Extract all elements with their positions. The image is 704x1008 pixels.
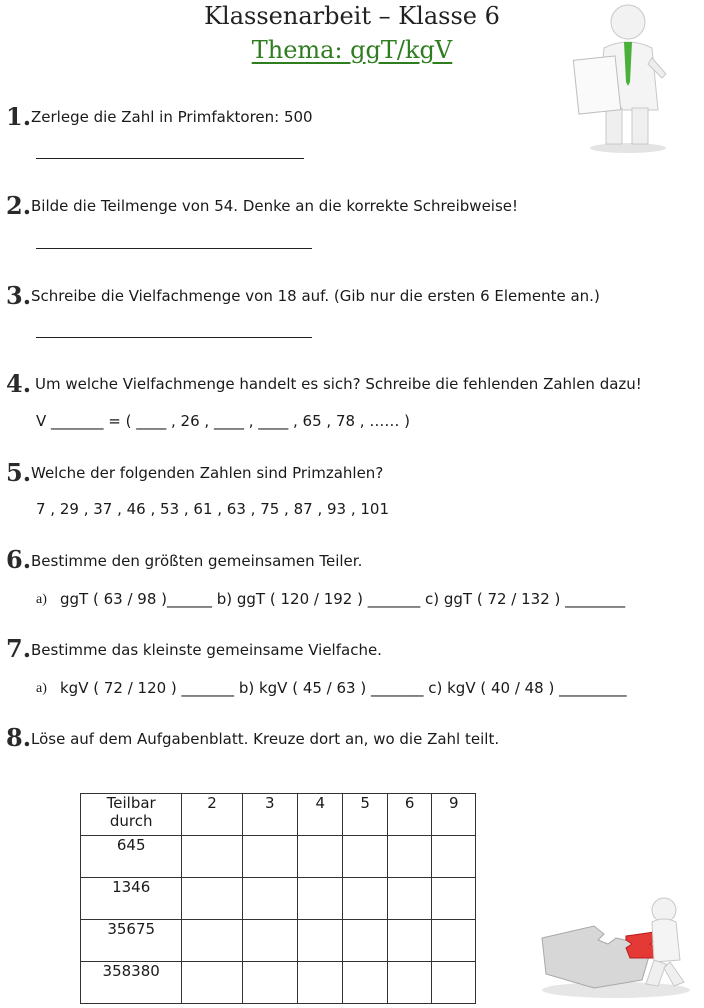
checkbox-cell[interactable] [432, 878, 476, 920]
table-header-row [81, 794, 476, 836]
checkbox-cell[interactable] [343, 836, 388, 878]
table-row-label: 358380 [81, 962, 182, 1004]
question-number: 5. [6, 458, 32, 487]
checkbox-cell[interactable] [387, 920, 432, 962]
question-number: 4. [6, 369, 32, 398]
table-row-label: 35675 [81, 920, 182, 962]
checkbox-cell[interactable] [297, 962, 342, 1004]
answer-line[interactable] [36, 337, 312, 338]
question-text: Um welche Vielfachmenge handelt es sich? Schreibe die fehlenden Zahlen dazu! [35, 375, 642, 393]
checkbox-cell[interactable] [182, 836, 242, 878]
multiples-fill-in[interactable]: V _______ = ( ____ , 26 , ____ , ____ , 65 , 78 , …… ) [36, 412, 410, 430]
question-text: Schreibe die Vielfachmenge von 18 auf. (Gib nur die ersten 6 Elemente an.) [31, 287, 600, 305]
table-row-label: 1346 [81, 878, 182, 920]
table-header-cell: 6 [387, 794, 432, 836]
table-header-cell: 3 [242, 794, 297, 836]
checkbox-cell[interactable] [343, 962, 388, 1004]
subtask-label: a) [36, 592, 47, 607]
question-number: 1. [6, 102, 32, 131]
answer-line[interactable] [36, 248, 312, 249]
question-text: Bestimme den größten gemeinsamen Teiler. [31, 552, 363, 570]
checkbox-cell[interactable] [387, 962, 432, 1004]
question-number: 3. [6, 281, 32, 310]
checkbox-cell[interactable] [182, 962, 242, 1004]
checkbox-cell[interactable] [242, 920, 297, 962]
checkbox-cell[interactable] [343, 878, 388, 920]
checkbox-cell[interactable] [297, 836, 342, 878]
answer-line[interactable] [36, 158, 304, 159]
checkbox-cell[interactable] [432, 962, 476, 1004]
table-row-label: 645 [81, 836, 182, 878]
number-list: 7 , 29 , 37 , 46 , 53 , 61 , 63 , 75 , 87 , 93 , 101 [36, 500, 389, 518]
checkbox-cell[interactable] [343, 920, 388, 962]
subtask-label: a) [36, 681, 47, 696]
question-number: 8. [6, 723, 32, 752]
businessman-holding-paper-icon [566, 0, 686, 155]
question-text: Bestimme das kleinste gemeinsame Vielfache. [31, 641, 382, 659]
checkbox-cell[interactable] [297, 878, 342, 920]
page-title: Klassenarbeit – Klasse 6 [204, 2, 500, 30]
question-text: Welche der folgenden Zahlen sind Primzahlen? [31, 464, 384, 482]
table-row [81, 878, 476, 920]
page-subtitle: Thema: ggT/kgV [251, 36, 453, 64]
question-text: Löse auf dem Aufgabenblatt. Kreuze dort an, wo die Zahl teilt. [31, 730, 500, 748]
question-text: Zerlege die Zahl in Primfaktoren: 500 [31, 108, 313, 126]
checkbox-cell[interactable] [182, 920, 242, 962]
table-row [81, 962, 476, 1004]
question-text: Bilde die Teilmenge von 54. Denke an die korrekte Schreibweise! [31, 197, 519, 215]
table-row [81, 836, 476, 878]
checkbox-cell[interactable] [242, 836, 297, 878]
divisibility-table [80, 793, 476, 1004]
kgv-tasks[interactable]: kgV ( 72 / 120 ) _______ b) kgV ( 45 / 63 ) _______ c) kgV ( 40 / 48 ) _________ [60, 679, 627, 697]
checkbox-cell[interactable] [242, 878, 297, 920]
checkbox-cell[interactable] [242, 962, 297, 1004]
checkbox-cell[interactable] [387, 878, 432, 920]
table-header-cell: 2 [182, 794, 242, 836]
question-number: 2. [6, 191, 32, 220]
table-header-cell: 5 [343, 794, 388, 836]
ggt-tasks[interactable]: ggT ( 63 / 98 )______ b) ggT ( 120 / 192 ) _______ c) ggT ( 72 / 132 ) ________ [60, 590, 626, 608]
question-number: 7. [6, 634, 32, 663]
table-header-cell: 4 [297, 794, 342, 836]
checkbox-cell[interactable] [432, 836, 476, 878]
checkbox-cell[interactable] [387, 836, 432, 878]
checkbox-cell[interactable] [432, 920, 476, 962]
checkbox-cell[interactable] [182, 878, 242, 920]
figure-with-puzzle-icon [534, 888, 694, 1000]
table-header-cell: 9 [432, 794, 476, 836]
table-header-cell: Teilbar durch [81, 794, 182, 836]
table-row [81, 920, 476, 962]
question-number: 6. [6, 545, 32, 574]
checkbox-cell[interactable] [297, 920, 342, 962]
